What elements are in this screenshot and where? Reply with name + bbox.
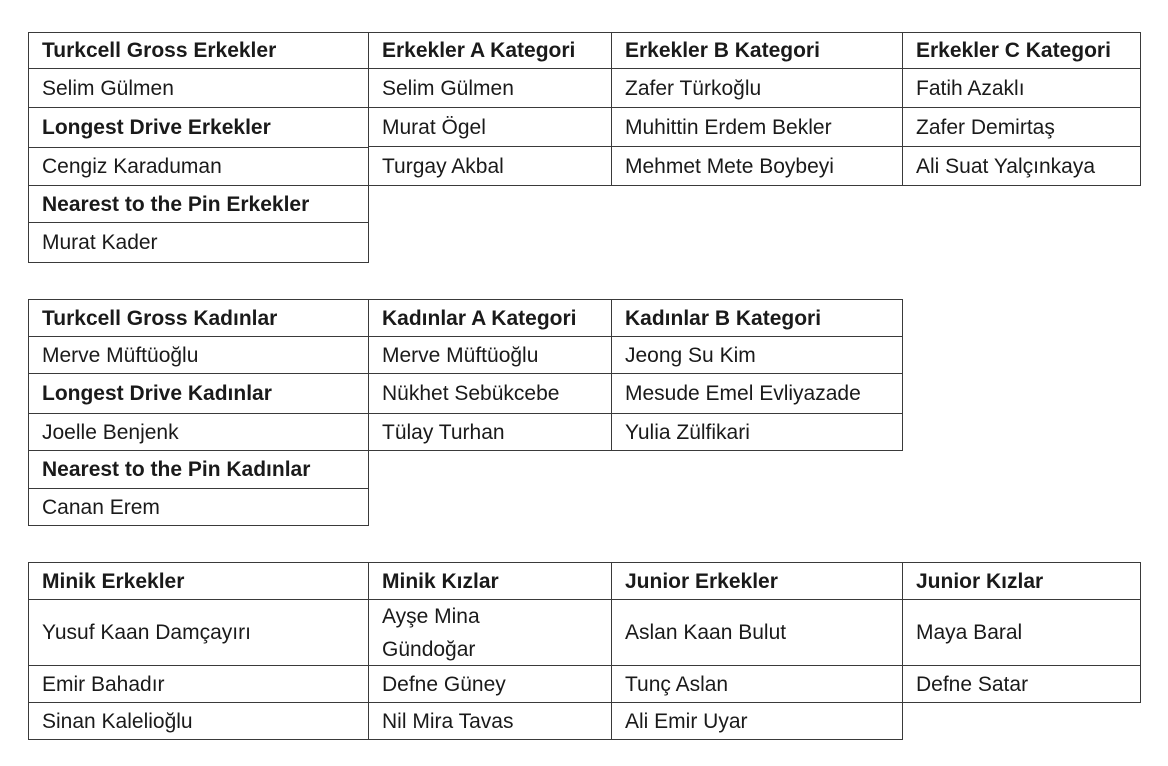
men-category-a-title bbox=[368, 32, 612, 69]
men-gross-title bbox=[28, 32, 369, 69]
minik-kizlar-winner-3 bbox=[368, 702, 612, 740]
men-category-a-winner-2 bbox=[368, 107, 612, 147]
men-category-c-winner-2-text: Zafer Demirtaş bbox=[916, 115, 1055, 139]
men-nearest-pin-title-text: Nearest to the Pin Erkekler bbox=[42, 192, 310, 216]
junior-erkekler-title-text: Junior Erkekler bbox=[625, 569, 778, 593]
women-longest-drive-winner-text: Joelle Benjenk bbox=[42, 420, 179, 444]
women-gross-winner-text: Merve Müftüoğlu bbox=[42, 343, 199, 367]
minik-kizlar-winner-2 bbox=[368, 665, 612, 703]
women-category-b-winner-3 bbox=[611, 413, 903, 451]
women-category-b-winner-2-text: Mesude Emel Evliyazade bbox=[625, 382, 861, 405]
men-category-b-title-text: Erkekler B Kategori bbox=[625, 39, 820, 62]
men-category-a-winner-1-text: Selim Gülmen bbox=[382, 76, 514, 100]
women-gross-winner bbox=[28, 336, 369, 374]
men-category-a-winner-3-text: Turgay Akbal bbox=[382, 154, 504, 178]
junior-erkekler-winner-2-text: Tunç Aslan bbox=[625, 672, 729, 696]
men-gross-title-text: Turkcell Gross Erkekler bbox=[42, 39, 277, 62]
women-category-a-title-text: Kadınlar A Kategori bbox=[382, 306, 577, 330]
men-nearest-pin-winner-text: Murat Kader bbox=[42, 231, 158, 254]
men-category-b-winner-3 bbox=[611, 146, 903, 186]
minik-erkekler-title bbox=[28, 562, 369, 600]
men-category-c-winner-1-text: Fatih Azaklı bbox=[916, 76, 1025, 100]
men-gross-winner bbox=[28, 68, 369, 108]
men-category-c-winner-3 bbox=[902, 146, 1141, 186]
men-category-a-winner-3 bbox=[368, 146, 612, 186]
men-category-b-winner-1 bbox=[611, 68, 903, 108]
men-nearest-pin-winner bbox=[28, 222, 369, 263]
women-category-a-winner-2 bbox=[368, 373, 612, 414]
men-longest-drive-winner bbox=[28, 147, 369, 186]
junior-kizlar-winner-2 bbox=[902, 665, 1141, 703]
women-category-a-winner-3 bbox=[368, 413, 612, 451]
men-nearest-pin-title bbox=[28, 185, 369, 223]
men-category-a-winner-1 bbox=[368, 68, 612, 108]
women-category-b-winner-2 bbox=[611, 373, 903, 414]
men-category-c-winner-1 bbox=[902, 68, 1141, 108]
junior-erkekler-title bbox=[611, 562, 903, 600]
junior-erkekler-winner-3 bbox=[611, 702, 903, 740]
women-category-a-winner-2-text: Nükhet Sebükcebe bbox=[382, 382, 560, 405]
minik-erkekler-winner-2 bbox=[28, 665, 369, 703]
junior-kizlar-title-text: Junior Kızlar bbox=[916, 569, 1044, 593]
women-longest-drive-title bbox=[28, 373, 369, 414]
men-category-c-winner-3-text: Ali Suat Yalçınkaya bbox=[916, 154, 1095, 178]
minik-erkekler-title-text: Minik Erkekler bbox=[42, 569, 185, 593]
women-category-a-winner-3-text: Tülay Turhan bbox=[382, 420, 505, 444]
women-longest-drive-title-text: Longest Drive Kadınlar bbox=[42, 382, 272, 405]
women-gross-title-text: Turkcell Gross Kadınlar bbox=[42, 306, 278, 330]
women-category-a-winner-1-text: Merve Müftüoğlu bbox=[382, 343, 539, 367]
men-category-b-winner-2-text: Muhittin Erdem Bekler bbox=[625, 115, 832, 139]
junior-kizlar-winner-1-text: Maya Baral bbox=[916, 621, 1023, 644]
men-category-a-title-text: Erkekler A Kategori bbox=[382, 39, 576, 62]
women-nearest-pin-title bbox=[28, 450, 369, 489]
junior-erkekler-winner-2 bbox=[611, 665, 903, 703]
women-category-b-title bbox=[611, 299, 903, 337]
women-nearest-pin-winner bbox=[28, 488, 369, 526]
men-category-b-winner-1-text: Zafer Türkoğlu bbox=[625, 76, 762, 100]
minik-kizlar-title bbox=[368, 562, 612, 600]
men-longest-drive-title bbox=[28, 107, 369, 148]
minik-kizlar-winner-2-text: Defne Güney bbox=[382, 672, 506, 696]
minik-erkekler-winner-3 bbox=[28, 702, 369, 740]
women-category-a-title bbox=[368, 299, 612, 337]
men-category-b-winner-2 bbox=[611, 107, 903, 147]
minik-kizlar-title-text: Minik Kızlar bbox=[382, 569, 499, 593]
minik-kizlar-winner-1 bbox=[368, 599, 612, 666]
men-category-c-title-text: Erkekler C Kategori bbox=[916, 39, 1111, 62]
junior-kizlar-title bbox=[902, 562, 1141, 600]
men-gross-winner-text: Selim Gülmen bbox=[42, 76, 174, 100]
women-category-b-winner-1-text: Jeong Su Kim bbox=[625, 343, 756, 367]
junior-kizlar-winner-2-text: Defne Satar bbox=[916, 672, 1029, 696]
men-category-c-winner-2 bbox=[902, 107, 1141, 147]
women-gross-title bbox=[28, 299, 369, 337]
minik-erkekler-winner-2-text: Emir Bahadır bbox=[42, 672, 165, 696]
junior-kizlar-winner-1 bbox=[902, 599, 1141, 666]
junior-erkekler-winner-1 bbox=[611, 599, 903, 666]
women-category-a-winner-1 bbox=[368, 336, 612, 374]
men-category-a-winner-2-text: Murat Ögel bbox=[382, 115, 486, 139]
women-longest-drive-winner bbox=[28, 413, 369, 451]
men-category-b-winner-3-text: Mehmet Mete Boybeyi bbox=[625, 154, 834, 178]
women-category-b-title-text: Kadınlar B Kategori bbox=[625, 306, 822, 330]
men-longest-drive-winner-text: Cengiz Karaduman bbox=[42, 155, 222, 178]
men-category-b-title bbox=[611, 32, 903, 69]
women-nearest-pin-title-text: Nearest to the Pin Kadınlar bbox=[42, 458, 311, 481]
minik-erkekler-winner-1 bbox=[28, 599, 369, 666]
junior-erkekler-winner-3-text: Ali Emir Uyar bbox=[625, 709, 748, 733]
minik-erkekler-winner-1-text: Yusuf Kaan Damçayırı bbox=[42, 621, 251, 644]
minik-kizlar-winner-3-text: Nil Mira Tavas bbox=[382, 709, 514, 733]
men-category-c-title bbox=[902, 32, 1141, 69]
women-nearest-pin-winner-text: Canan Erem bbox=[42, 495, 160, 519]
minik-erkekler-winner-3-text: Sinan Kalelioğlu bbox=[42, 709, 193, 733]
minik-kizlar-winner-1-text: Ayşe Mina Gündoğar bbox=[382, 604, 480, 661]
men-longest-drive-title-text: Longest Drive Erkekler bbox=[42, 116, 271, 139]
junior-erkekler-winner-1-text: Aslan Kaan Bulut bbox=[625, 621, 787, 644]
women-category-b-winner-1 bbox=[611, 336, 903, 374]
women-category-b-winner-3-text: Yulia Zülfikari bbox=[625, 420, 750, 444]
